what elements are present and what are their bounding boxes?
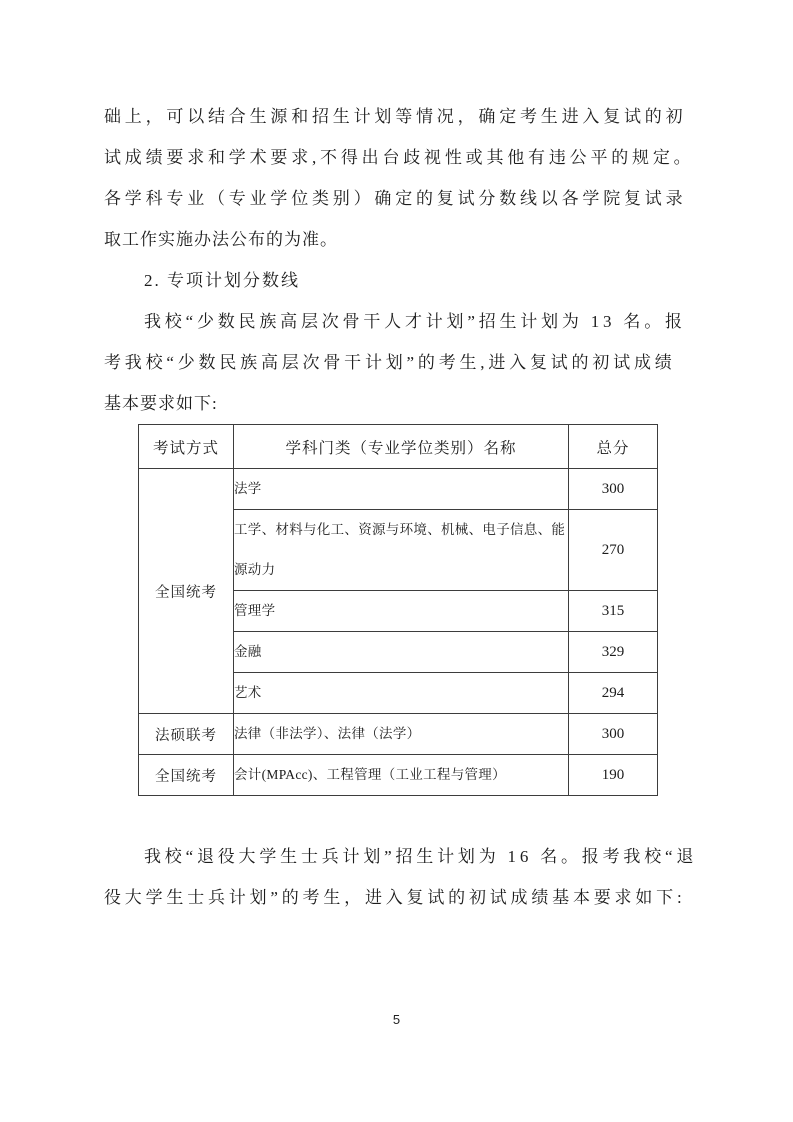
table-row — [139, 714, 658, 755]
table-header-row — [139, 425, 658, 469]
heading-line: 2. 专项计划分数线 — [144, 271, 300, 290]
text-line: 试成绩要求和学术要求,不得出台歧视性或其他有违公平的规定。 — [104, 148, 695, 167]
score-table — [138, 424, 658, 796]
score-cell: 300 — [569, 469, 658, 510]
subject-cell: 法律（非法学）、法律（法学） — [234, 714, 569, 755]
exam-method-cell: 全国统考 — [139, 755, 234, 796]
table-row — [139, 755, 658, 796]
paragraph-minority-plan — [104, 301, 690, 424]
score-cell: 315 — [569, 591, 658, 632]
text-line: 役大学生士兵计划”的考生，进入复试的初试成绩基本要求如下: — [104, 888, 686, 907]
header-subject-category: 学科门类（专业学位类别）名称 — [234, 425, 569, 469]
score-cell: 190 — [569, 755, 658, 796]
text-line: 我校“退役大学生士兵计划”招生计划为 16 名。报考我校“退 — [144, 847, 698, 866]
header-exam-method: 考试方式 — [139, 425, 234, 469]
paragraph-continuation — [104, 96, 695, 260]
page-number: 5 — [392, 1012, 401, 1027]
section-heading — [104, 260, 690, 301]
score-cell: 270 — [569, 510, 658, 591]
text-line: 取工作实施办法公布的为准。 — [104, 230, 338, 249]
text-line: 考我校“少数民族高层次骨干计划”的考生,进入复试的初试成绩 — [104, 353, 676, 372]
exam-method-cell: 全国统考 — [139, 469, 234, 714]
paragraph-veteran-plan — [104, 836, 698, 918]
text-line: 我校“少数民族高层次骨干人才计划”招生计划为 13 名。报 — [144, 312, 686, 331]
subject-cell: 工学、材料与化工、资源与环境、机械、电子信息、能源动力 — [234, 510, 569, 591]
page-content — [104, 96, 698, 918]
exam-method-cell: 法硕联考 — [139, 714, 234, 755]
subject-cell: 金融 — [234, 632, 569, 673]
text-line: 础上，可以结合生源和招生计划等情况，确定考生进入复试的初 — [104, 107, 687, 126]
text-line: 基本要求如下: — [104, 394, 218, 413]
subject-cell: 管理学 — [234, 591, 569, 632]
score-cell: 294 — [569, 673, 658, 714]
subject-cell: 艺术 — [234, 673, 569, 714]
subject-cell: 法学 — [234, 469, 569, 510]
score-cell: 329 — [569, 632, 658, 673]
header-total-score: 总分 — [569, 425, 658, 469]
table-row — [139, 469, 658, 510]
score-cell: 300 — [569, 714, 658, 755]
text-line: 各学科专业（专业学位类别）确定的复试分数线以各学院复试录 — [104, 189, 687, 208]
subject-cell: 会计(MPAcc)、工程管理（工业工程与管理） — [234, 755, 569, 796]
